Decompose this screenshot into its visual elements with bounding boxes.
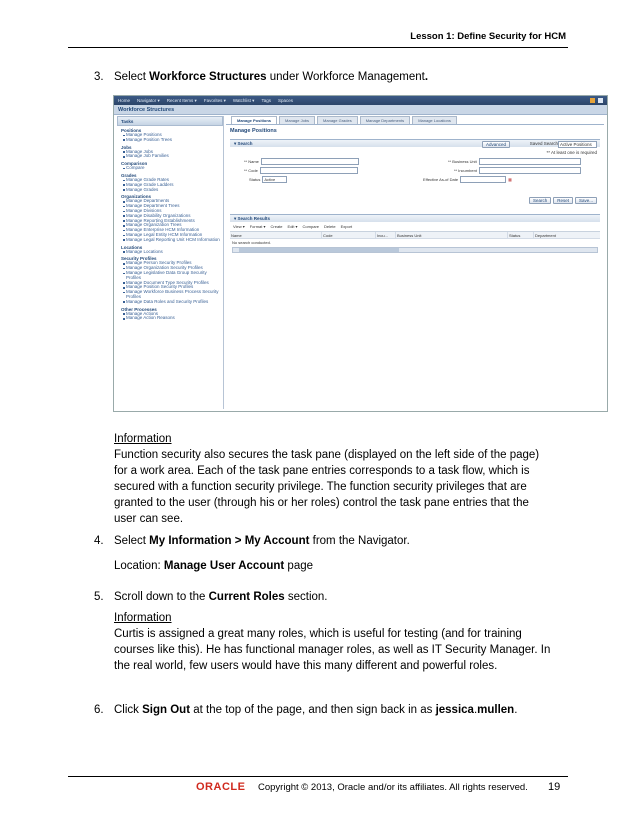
task-link[interactable]: Manage Organization Trees xyxy=(117,223,223,228)
business-unit-label: ** Business Unit xyxy=(448,159,477,164)
horizontal-scrollbar[interactable] xyxy=(232,247,598,253)
collapse-icon[interactable]: ▾ xyxy=(234,140,238,146)
task-link[interactable]: Manage Workforce Business Process Security Profiles xyxy=(117,290,223,300)
task-link[interactable]: Compare xyxy=(117,166,223,171)
main-area xyxy=(226,116,604,409)
favorites-menu[interactable]: Favorites ▾ xyxy=(203,97,226,103)
task-group-heading: Security Profiles xyxy=(121,256,157,262)
sign-out-term: Sign Out xyxy=(142,704,191,716)
format-menu[interactable]: Format ▾ xyxy=(249,224,266,229)
export-button[interactable]: Export xyxy=(340,224,353,229)
recent-items-menu[interactable]: Recent Items ▾ xyxy=(166,97,197,103)
col-name[interactable]: Name xyxy=(230,232,322,238)
page-number: 19 xyxy=(548,781,561,793)
information-note-1 xyxy=(114,431,554,527)
watchlist-menu[interactable]: Watchlist ▾ xyxy=(232,97,255,103)
task-pane xyxy=(117,116,224,409)
search-results-panel xyxy=(230,214,600,253)
tab-bar xyxy=(226,116,604,125)
advanced-button[interactable]: Advanced xyxy=(482,141,510,148)
search-button[interactable]: Search xyxy=(529,197,551,204)
compare-button[interactable]: Compare xyxy=(302,224,319,229)
task-link[interactable]: Manage Legislative Data Group Security Profiles xyxy=(117,271,223,281)
tab-manage-positions[interactable]: Manage Positions xyxy=(231,116,277,124)
scrollbar-thumb[interactable] xyxy=(239,248,399,252)
task-link[interactable]: Manage Grades xyxy=(117,188,223,193)
step-number: 3. xyxy=(94,71,104,83)
lesson-header: Lesson 1: Define Security for HCM xyxy=(410,31,566,42)
results-toolbar xyxy=(230,222,600,232)
tab-manage-locations[interactable]: Manage Locations xyxy=(412,116,457,124)
spaces-link[interactable]: Spaces xyxy=(277,98,293,103)
task-link[interactable]: Manage Position Security Profiles xyxy=(117,285,223,290)
step-number: 5. xyxy=(94,591,104,603)
task-link[interactable]: Manage Positions xyxy=(117,133,223,138)
task-link[interactable]: Manage Reporting Establishments xyxy=(117,219,223,224)
tags-link[interactable]: Tags xyxy=(261,98,271,103)
workforce-structures-screenshot xyxy=(113,95,608,412)
footer-rule xyxy=(68,776,568,777)
task-group-heading: Organizations xyxy=(121,194,152,200)
copyright-text: Copyright © 2013, Oracle and/or its affiliates. All rights reserved. xyxy=(258,782,528,793)
information-label: Information xyxy=(114,433,172,445)
business-unit-select[interactable] xyxy=(479,158,581,165)
task-link[interactable]: Manage Disability Organizations xyxy=(117,214,223,219)
home-link[interactable]: Home xyxy=(118,98,131,103)
col-department[interactable]: Department xyxy=(535,232,556,238)
task-link[interactable]: Manage Legal Entity HCM Information xyxy=(117,233,223,238)
name-input[interactable] xyxy=(261,158,359,165)
information-text: Curtis is assigned a great many roles, which is useful for testing (and for training courses like this). He has functional manager roles, as well as IT Security Manager. In the real world, few users would have this many different and powerful roles. xyxy=(114,628,551,672)
col-status[interactable]: Status xyxy=(508,232,534,238)
incumbent-label: ** Incumbent xyxy=(454,168,477,173)
task-link[interactable]: Manage Enterprise HCM Information xyxy=(117,228,223,233)
task-link[interactable]: Manage Actions xyxy=(117,312,223,317)
col-incumbent[interactable]: Incu... xyxy=(376,232,396,238)
my-account-term: My Information > My Account xyxy=(149,535,310,547)
task-link[interactable]: Manage Locations xyxy=(117,250,223,255)
manage-user-account-term: Manage User Account xyxy=(163,560,285,572)
required-note: ** At least one is required xyxy=(546,150,597,155)
information-text: Function security also secures the task pane (displayed on the left side of the page) for a work area. Each of the task pane entries corresponds to a task flow, which is secured with a function security privilege. The function security privileges that are granted to the user (through his or her roles) control the task pane entries that the user can see. xyxy=(114,449,540,525)
tab-manage-departments[interactable]: Manage Departments xyxy=(360,116,410,124)
delete-button[interactable]: Delete xyxy=(324,224,336,229)
tab-manage-grades[interactable]: Manage Grades xyxy=(317,116,358,124)
user-icon[interactable] xyxy=(598,98,603,103)
information-label: Information xyxy=(114,612,172,624)
search-panel xyxy=(230,139,600,212)
information-note-2 xyxy=(114,610,554,674)
code-label: ** Code xyxy=(244,168,258,173)
manage-positions-title: Manage Positions xyxy=(230,128,277,134)
task-group-heading: Grades xyxy=(121,172,137,178)
username-last: mullen xyxy=(477,704,515,716)
task-link[interactable]: Manage Grade Ladders xyxy=(117,183,223,188)
task-link[interactable]: Manage Data Roles and Security Profiles xyxy=(117,300,223,305)
flag-icon[interactable] xyxy=(590,98,595,103)
global-toolbar xyxy=(114,96,607,105)
view-menu[interactable]: View ▾ xyxy=(233,224,245,229)
col-code[interactable]: Code xyxy=(322,232,376,238)
status-select[interactable]: Active xyxy=(262,176,287,183)
calendar-icon[interactable]: ▦ xyxy=(508,177,512,182)
name-label: ** Name xyxy=(244,159,259,164)
task-link[interactable]: Manage Document Type Security Profiles xyxy=(117,281,223,286)
task-link[interactable]: Manage Grade Rates xyxy=(117,178,223,183)
task-link[interactable]: Manage Action Reasons xyxy=(117,316,223,321)
search-results-header: ▾ Search Results xyxy=(230,215,600,222)
search-header: ▾ Search Advanced Saved Search Active Positions xyxy=(230,140,600,147)
tab-manage-jobs[interactable]: Manage Jobs xyxy=(279,116,315,124)
task-link[interactable]: Manage Divisions xyxy=(117,209,223,214)
reset-button[interactable]: Reset xyxy=(553,197,573,204)
save-search-button[interactable]: Save... xyxy=(575,197,597,204)
edit-menu[interactable]: Edit ▾ xyxy=(287,224,298,229)
task-link[interactable]: Manage Job Families xyxy=(117,154,223,159)
task-group-heading: Other Processes xyxy=(121,306,157,312)
step-number: 6. xyxy=(94,704,104,716)
workforce-structures-term: Workforce Structures xyxy=(149,71,267,83)
saved-search-label: Saved Search xyxy=(529,141,558,146)
task-group-heading: Positions xyxy=(121,128,142,133)
location-line: Location: Manage User Account page xyxy=(114,560,314,572)
saved-search-select[interactable]: Active Positions xyxy=(558,141,597,148)
tasks-header: Tasks xyxy=(117,116,223,126)
incumbent-select[interactable] xyxy=(479,167,581,174)
task-group-heading: Comparison xyxy=(121,161,148,167)
effective-date-label: Effective As-of Date xyxy=(423,177,459,182)
col-business-unit[interactable]: Business Unit xyxy=(396,232,508,238)
status-label: Status xyxy=(249,177,261,182)
task-group-heading: Locations xyxy=(121,244,143,250)
task-list xyxy=(117,128,223,321)
task-link[interactable]: Manage Legal Reporting Unit HCM Information xyxy=(117,238,223,243)
step-number: 4. xyxy=(94,535,104,547)
oracle-logo: ORACLE xyxy=(196,781,246,793)
create-button[interactable]: Create xyxy=(270,224,283,229)
username-first: jessica xyxy=(435,704,474,716)
current-roles-term: Current Roles xyxy=(208,591,285,603)
empty-results-message: No search conducted. xyxy=(232,240,271,245)
task-link[interactable]: Manage Departments xyxy=(117,199,223,204)
collapse-results-icon[interactable]: ▾ xyxy=(234,215,238,221)
effective-date-input[interactable] xyxy=(460,176,506,183)
code-input[interactable] xyxy=(260,167,358,174)
task-link[interactable]: Manage Organization Security Profiles xyxy=(117,266,223,271)
navigator-menu[interactable]: Navigator ▾ xyxy=(137,97,160,103)
header-rule xyxy=(68,47,568,48)
task-link[interactable]: Manage Department Trees xyxy=(117,204,223,209)
task-link[interactable]: Manage Person Security Profiles xyxy=(117,261,223,266)
work-area-title: Workforce Structures xyxy=(114,105,607,115)
task-group-heading: Jobs xyxy=(121,144,132,150)
results-column-headers xyxy=(230,232,600,239)
task-link[interactable]: Manage Position Trees xyxy=(117,138,223,143)
task-link[interactable]: Manage Jobs xyxy=(117,150,223,155)
